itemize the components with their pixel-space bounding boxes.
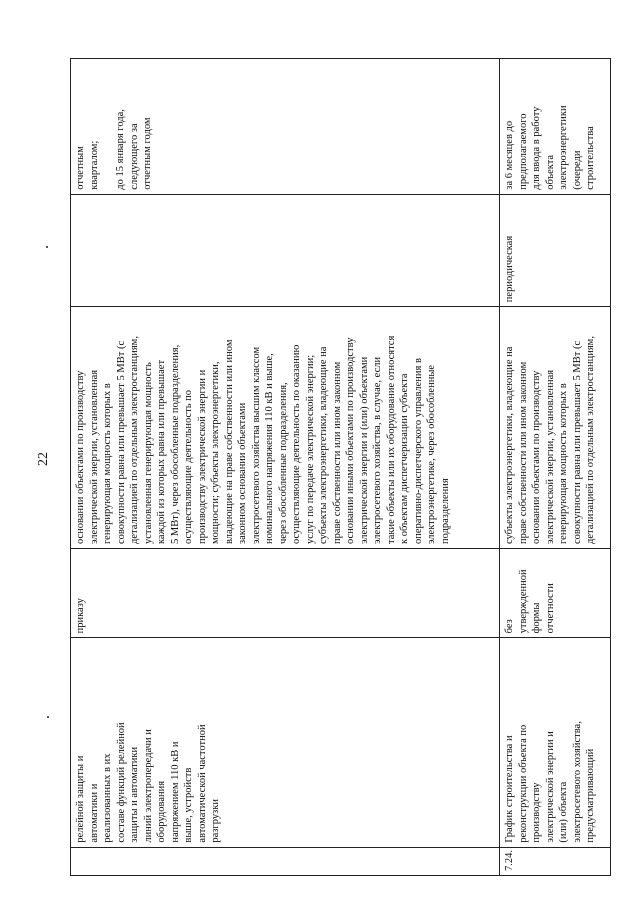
text-line: объекта xyxy=(544,154,556,190)
line-gap xyxy=(101,63,114,190)
text-line: каждой из которых равна или превышает xyxy=(156,359,167,545)
text-line: формы xyxy=(531,602,542,634)
scan-speck xyxy=(47,716,49,718)
text-line: услуг по передаче электрической энергии; xyxy=(304,354,316,545)
row-number-cell: 7.24. xyxy=(500,847,611,875)
row-number-cell xyxy=(71,847,500,875)
text-line: праве собственности или ином законном xyxy=(517,361,529,545)
report-name-text xyxy=(503,642,598,842)
text-line: электрической энергии, установленная xyxy=(544,369,556,545)
text-line: электрической энергии, установленная xyxy=(88,369,100,545)
table-row xyxy=(500,59,611,876)
text-line: к объектам диспетчеризации субъекта xyxy=(399,373,410,545)
text-line: релейной защиты и xyxy=(75,755,86,843)
text-line: следующего за xyxy=(128,123,140,190)
text-line: субъекты электроэнергетики, владеющие на xyxy=(504,346,515,545)
text-line: оборудования xyxy=(156,780,167,843)
table-container xyxy=(70,58,610,876)
text-line: реконструкции объекта по xyxy=(517,724,529,843)
text-line: совокупности равна или превышает 5 МВт (с xyxy=(115,340,127,545)
text-line: такие объекты или их оборудование относятся xyxy=(385,335,397,545)
report-name-text xyxy=(74,642,223,842)
text-line: без утвержденной xyxy=(504,569,529,634)
requirements-table xyxy=(70,58,611,876)
form-cell: приказу xyxy=(71,549,500,638)
subjects-cell xyxy=(500,307,611,549)
text-line: электроэнергетики xyxy=(558,105,569,190)
periodicity-cell xyxy=(71,194,500,307)
deadline-text xyxy=(503,63,598,190)
text-line: реализованных в их xyxy=(102,753,113,843)
form-text xyxy=(503,553,557,633)
text-line: детализацией по отдельным электростанциям, xyxy=(129,336,140,545)
text-line: владеющие на праве собственности или ином xyxy=(223,339,235,545)
text-line: установленная генерирующая мощность xyxy=(142,362,154,545)
text-line: автоматики и xyxy=(88,783,100,843)
text-line: кварталом; xyxy=(88,140,100,190)
subjects-cell xyxy=(71,307,500,549)
subjects-text xyxy=(74,311,452,544)
text-line: График строительства и xyxy=(504,735,515,843)
text-line: праве собственности или ином законном xyxy=(331,361,343,545)
text-line: детализацией по отдельным электростанциям, xyxy=(585,336,596,545)
text-line: через обособленные подразделения, xyxy=(277,382,289,545)
text-line: субъекты электроэнергетики, владеющие на xyxy=(318,346,329,545)
text-line: разгрузки xyxy=(210,799,221,843)
text-line: оперативно-диспетчерского управления в xyxy=(412,358,424,545)
text-line: отчетным годом xyxy=(142,117,153,190)
form-cell xyxy=(500,549,611,638)
text-line: подразделения xyxy=(439,478,451,545)
text-line: за 6 месяцев до xyxy=(504,120,515,190)
text-line: основании объектами по производству xyxy=(75,370,86,545)
text-line: 5 МВт), через обособленные подразделения, xyxy=(169,344,181,545)
text-line: электроэнергетике, через обособленные xyxy=(426,364,437,545)
text-line: электросетевого хозяйства высшим классом xyxy=(250,346,262,545)
text-line: (очереди xyxy=(571,150,583,190)
text-line: строительства xyxy=(585,126,596,190)
text-line: совокупности равна или превышает 5 МВт (с xyxy=(571,340,583,545)
text-line: осуществляющие деятельность по xyxy=(183,389,194,545)
text-line: производству xyxy=(531,782,542,843)
page-number: 22 xyxy=(36,452,51,466)
text-line: автоматической частотной xyxy=(196,724,208,843)
text-line: напряжением 110 кВ и xyxy=(169,741,181,843)
text-line: основании объектами по производству xyxy=(531,370,542,545)
text-line: мощности; субъекты электроэнергетики, xyxy=(210,361,221,545)
text-line: отчетным xyxy=(75,146,86,190)
deadline-text xyxy=(74,63,155,190)
text-line: электросетевого хозяйства, в случае, если xyxy=(372,356,383,545)
text-line: электросетевого хозяйства, xyxy=(571,721,583,843)
text-line: законном основании объектами xyxy=(237,402,248,545)
text-line: защиты и автоматики xyxy=(129,746,140,843)
table-row xyxy=(71,59,500,876)
periodicity-cell: периодическая xyxy=(500,194,611,307)
text-line: (или) объекта xyxy=(558,781,569,843)
text-line: отчетности xyxy=(544,583,556,634)
text-line: линий электропередачи и xyxy=(142,729,154,843)
text-line: предполагаемого xyxy=(517,113,529,190)
text-line: до 15 января года, xyxy=(115,109,126,190)
deadline-cell xyxy=(500,59,611,195)
text-line: составе функций релейной xyxy=(115,722,127,843)
text-line: основании иными объектами по производству xyxy=(345,337,356,545)
text-line: генерирующая мощность которых в xyxy=(558,383,569,545)
text-line: осуществляющие деятельность по оказанию xyxy=(291,344,302,545)
text-line: номинального напряжения 110 кВ и выше, xyxy=(264,353,275,545)
report-name-cell xyxy=(71,638,500,847)
text-line: для ввода в работу xyxy=(531,106,542,190)
scan-speck xyxy=(46,246,48,248)
text-line: выше, устройств xyxy=(183,767,194,843)
text-line: электрической энергии и (или) объектами xyxy=(358,356,370,545)
subjects-text xyxy=(503,311,598,544)
text-line: генерирующая мощность которых в xyxy=(102,383,113,545)
text-line: предусматривающий xyxy=(585,748,596,843)
deadline-cell xyxy=(71,59,500,195)
text-line: электрической энергии и xyxy=(544,731,556,843)
report-name-cell xyxy=(500,638,611,847)
text-line: производству электрической энергии и xyxy=(196,369,208,545)
